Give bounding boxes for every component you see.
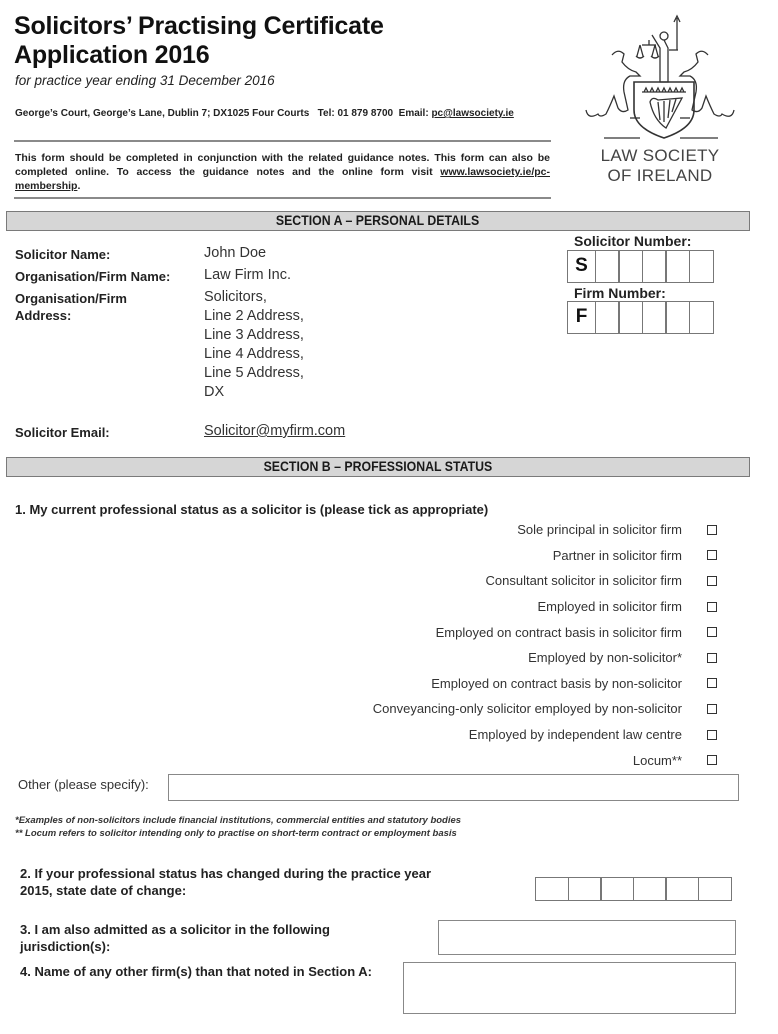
digit-box[interactable]	[689, 301, 714, 334]
firm-number-prefix: F	[567, 301, 596, 334]
status-option[interactable]	[280, 594, 740, 620]
section-b-title: SECTION B – PROFESSIONAL STATUS	[263, 458, 493, 474]
address-line: Solicitors,	[204, 289, 267, 305]
section-b-header	[6, 457, 750, 477]
page-subtitle: for practice year ending 31 December 2016	[15, 73, 275, 88]
status-option[interactable]	[280, 543, 740, 569]
postal-address: George’s Court, George’s Lane, Dublin 7; DX1025 Four Courts	[15, 108, 310, 119]
logo-line-1: LAW SOCIETY	[600, 146, 720, 165]
status-option[interactable]	[280, 517, 740, 543]
checkbox[interactable]	[707, 627, 717, 637]
option-label: Employed on contract basis by non-solicitor	[431, 675, 682, 691]
solicitor-email-value[interactable]: Solicitor@myfirm.com	[204, 423, 346, 439]
divider	[14, 197, 551, 199]
option-label: Locum**	[632, 752, 682, 768]
checkbox[interactable]	[707, 525, 717, 535]
option-label: Consultant solicitor in solicitor firm	[485, 573, 682, 589]
footnote-non-solicitors: *Examples of non-solicitors include financial institutions, commercial entities and statutory bodies	[15, 815, 462, 826]
digit-box[interactable]	[689, 250, 714, 283]
other-status-input[interactable]	[168, 774, 739, 801]
solicitor-name-value[interactable]: John Doe	[204, 245, 267, 261]
checkbox[interactable]	[707, 755, 717, 765]
date-digit-box[interactable]	[633, 877, 667, 901]
option-label: Employed in solicitor firm	[537, 599, 682, 615]
address-line: Line 2 Address,	[204, 308, 304, 324]
status-option[interactable]	[280, 645, 740, 671]
digit-box[interactable]	[618, 301, 643, 334]
page-title	[14, 12, 384, 70]
option-label: Conveyancing-only solicitor employed by non-solicitor	[372, 701, 682, 717]
section-a-header	[6, 211, 750, 231]
footnote-locum: ** Locum refers to solicitor intending only to practise on short-term contract or employment basis	[15, 828, 457, 839]
firm-address-value[interactable]	[204, 288, 304, 402]
firm-name-value[interactable]: Law Firm Inc.	[204, 267, 292, 283]
digit-box[interactable]	[618, 250, 643, 283]
intro-notice	[15, 151, 550, 193]
option-label: Employed by non-solicitor*	[528, 650, 682, 666]
solicitor-number-prefix: S	[567, 250, 596, 283]
section-a-title: SECTION A – PERSONAL DETAILS	[276, 212, 480, 228]
solicitor-number-field[interactable]	[567, 250, 714, 283]
checkbox[interactable]	[707, 730, 717, 740]
checkbox[interactable]	[707, 678, 717, 688]
status-option[interactable]	[280, 619, 740, 645]
date-digit-box[interactable]	[568, 877, 602, 901]
address-line: Line 5 Address,	[204, 365, 304, 381]
status-options	[280, 517, 740, 773]
digit-box[interactable]	[665, 301, 690, 334]
email-label: Email:	[398, 108, 429, 119]
contact-email-link[interactable]: pc@lawsociety.ie	[431, 108, 514, 119]
contact-line	[15, 108, 514, 119]
digit-box[interactable]	[595, 250, 620, 283]
question-3: 3. I am also admitted as a solicitor in the following jurisdiction(s):	[20, 922, 330, 954]
solicitor-number-label: Solicitor Number:	[574, 233, 692, 249]
other-status-label: Other (please specify):	[18, 777, 149, 792]
digit-box[interactable]	[595, 301, 620, 334]
option-label: Sole principal in solicitor firm	[517, 522, 682, 538]
status-option[interactable]	[280, 747, 740, 773]
intro-end: .	[77, 180, 81, 192]
question-4: 4. Name of any other firm(s) than that noted in Section A:	[20, 964, 372, 979]
option-label: Employed on contract basis in solicitor firm	[435, 624, 682, 640]
address-line: Line 4 Address,	[204, 346, 304, 362]
digit-box[interactable]	[665, 250, 690, 283]
date-digit-box[interactable]	[535, 877, 569, 901]
status-option[interactable]	[280, 696, 740, 722]
date-digit-box[interactable]	[665, 877, 699, 901]
firm-address-label-line-1: Organisation/Firm	[15, 291, 127, 306]
status-option[interactable]	[280, 671, 740, 697]
option-label: Employed by independent law centre	[468, 727, 682, 743]
digit-box[interactable]	[642, 250, 667, 283]
logo-line-2: OF IRELAND	[607, 166, 713, 185]
digit-box[interactable]	[642, 301, 667, 334]
other-firms-input[interactable]	[403, 962, 736, 1014]
date-of-change-field[interactable]	[535, 877, 732, 901]
divider	[14, 140, 551, 142]
solicitor-name-label: Solicitor Name:	[15, 247, 111, 262]
checkbox[interactable]	[707, 550, 717, 560]
option-label: Partner in solicitor firm	[552, 547, 682, 563]
firm-address-label-line-2: Address:	[15, 308, 72, 323]
guidance-link[interactable]: www.lawsociety.ie/pc-membership	[15, 166, 550, 192]
firm-number-label: Firm Number:	[574, 285, 666, 301]
checkbox[interactable]	[707, 576, 717, 586]
title-line-1: Solicitors’ Practising Certificate	[14, 12, 384, 40]
checkbox[interactable]	[707, 602, 717, 612]
firm-name-label: Organisation/Firm Name:	[15, 269, 171, 284]
title-line-2: Application 2016	[14, 41, 210, 69]
solicitor-email-label: Solicitor Email:	[15, 425, 110, 440]
jurisdictions-input[interactable]	[438, 920, 736, 955]
status-option[interactable]	[280, 722, 740, 748]
address-line: Line 3 Address,	[204, 327, 304, 343]
intro-text: This form should be completed in conjunction with the related guidance notes. This form can also be completed online. To access the guidance notes and the online form visit	[15, 152, 550, 178]
firm-address-label	[15, 290, 127, 324]
checkbox[interactable]	[707, 653, 717, 663]
status-option[interactable]	[280, 568, 740, 594]
checkbox[interactable]	[707, 704, 717, 714]
date-digit-box[interactable]	[600, 877, 634, 901]
organisation-name	[582, 146, 738, 186]
firm-number-field[interactable]	[567, 301, 714, 334]
date-digit-box[interactable]	[698, 877, 732, 901]
question-1: 1. My current professional status as a solicitor is (please tick as appropriate)	[15, 502, 489, 517]
question-2: 2. If your professional status has changed during the practice year 2015, state date of change:	[20, 866, 432, 898]
telephone: Tel: 01 879 8700	[317, 108, 394, 119]
address-line: DX	[204, 384, 225, 400]
